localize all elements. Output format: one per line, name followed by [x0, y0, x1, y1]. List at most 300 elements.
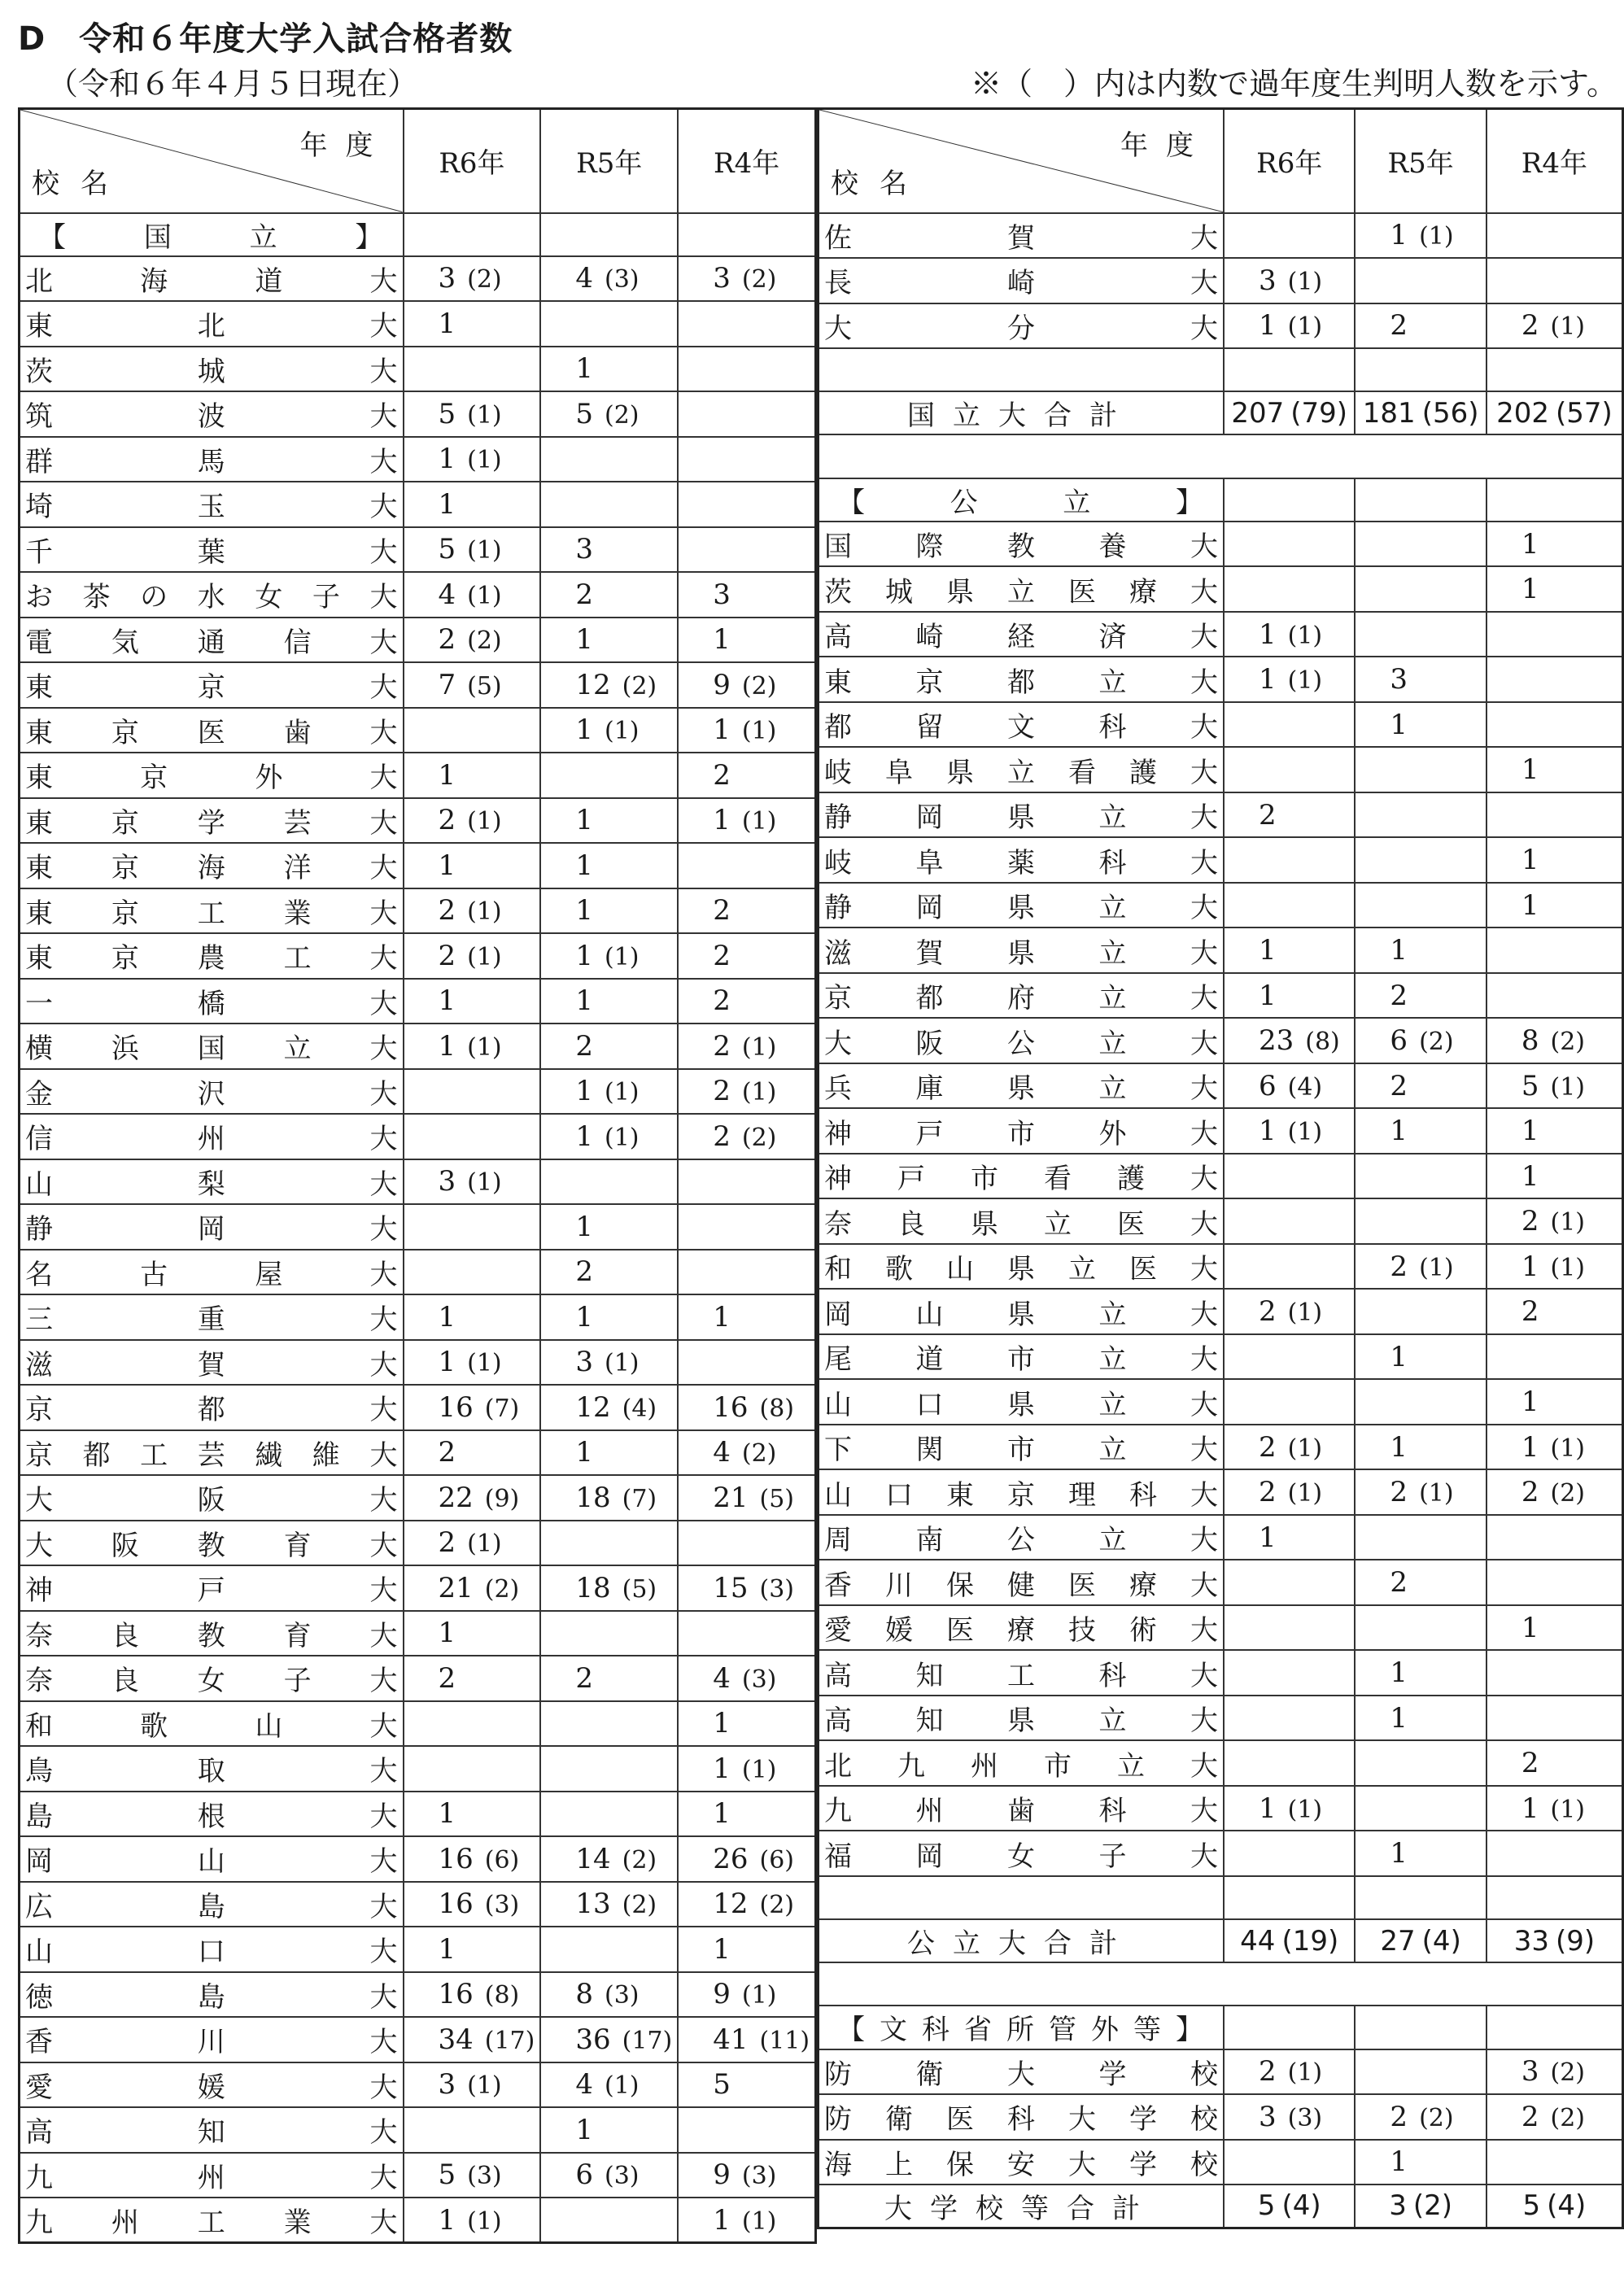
count-cell-r4 [1486, 1018, 1623, 1063]
table-row [20, 1656, 816, 1701]
count-value: 2 [1259, 1476, 1277, 1508]
count-value: 16 [438, 1978, 474, 2011]
count-cell-r6 [404, 301, 541, 347]
school-name-text: 静 岡 県 立 大 [824, 892, 1218, 924]
school-name-cell [20, 1159, 404, 1205]
count-cell-r4 [678, 572, 815, 618]
school-name-text: 茨 城 県 立 医 療 大 [824, 575, 1218, 609]
school-name-text: 大 阪 教 育 大 [25, 1529, 398, 1562]
count-value: 1 [438, 2203, 456, 2237]
count-cell-r4 [678, 1746, 815, 1792]
column-header-r4: R4年 [1486, 109, 1623, 213]
corner-header [819, 109, 1225, 213]
count-value: 1 [1259, 1792, 1277, 1825]
school-name-cell [819, 1650, 1225, 1696]
repeat-count-value: (8) [484, 1981, 520, 2010]
school-name-text: 名 古 屋 大 [25, 1258, 398, 1291]
count-value: 12 [575, 1390, 611, 1424]
count-value: 1 [1521, 844, 1539, 876]
school-name-cell [20, 979, 404, 1024]
total-cell-r6 [1224, 2185, 1355, 2228]
count-value: 1 [1390, 1656, 1408, 1689]
count-cell-r6 [404, 1475, 541, 1521]
repeat-count-value: (6) [484, 1845, 520, 1875]
school-name-text: 東 京 医 歯 大 [25, 716, 398, 749]
count-cell-r4 [1486, 702, 1623, 748]
count-value: 1 [1259, 663, 1277, 696]
count-value: 2 [438, 804, 456, 837]
school-name-text: 東 京 大 [25, 671, 398, 705]
school-name-text: 福 岡 女 子 大 [824, 1840, 1218, 1873]
table-row [819, 1018, 1623, 1063]
count-cell-r5 [1355, 1650, 1486, 1696]
school-name-cell [20, 2017, 404, 2062]
school-name-cell [20, 843, 404, 888]
school-name-cell [20, 1204, 404, 1250]
school-name-cell [819, 1244, 1225, 1290]
school-name-cell [819, 566, 1225, 612]
count-cell-r4 [678, 256, 815, 302]
count-cell-r6 [1224, 1425, 1355, 1470]
count-value: 3 [1390, 663, 1408, 696]
school-name-text: 京 都 工 芸 繊 維 大 [25, 1438, 398, 1472]
count-cell-r5 [540, 347, 678, 392]
table-row [20, 301, 816, 347]
school-name-cell [20, 933, 404, 979]
count-value: 1 [438, 1932, 456, 1966]
count-cell-r5 [540, 527, 678, 573]
school-name-cell [819, 2140, 1225, 2185]
repeat-count-value: (1) [1287, 2058, 1323, 2088]
table-row [20, 1159, 816, 1205]
school-name-cell [819, 1786, 1225, 1831]
table-row [20, 1882, 816, 1927]
count-cell-r5 [1355, 612, 1486, 657]
other-section-row [819, 2006, 1623, 2049]
school-name-cell [20, 1836, 404, 1882]
table-row [819, 1605, 1623, 1651]
school-name-text: 岡 山 大 [25, 1845, 398, 1879]
table-row [20, 1250, 816, 1295]
count-cell-r6 [404, 1836, 541, 1882]
count-cell-r4 [1486, 1650, 1623, 1696]
count-cell-r4 [678, 1882, 815, 1927]
count-cell-r4 [678, 437, 815, 482]
empty-cell [540, 213, 678, 256]
count-cell-r6 [404, 708, 541, 753]
count-value: 1 [438, 1346, 456, 1379]
table-row [20, 798, 816, 844]
school-name-cell [20, 1294, 404, 1340]
count-value: 3 [575, 533, 593, 566]
total-cell-r4 [1486, 1919, 1623, 1962]
count-cell-r5 [1355, 747, 1486, 792]
table-row [819, 1560, 1623, 1605]
empty-cell [1355, 478, 1486, 522]
count-cell-r4 [1486, 1740, 1623, 1786]
count-value: 2 [1259, 2055, 1277, 2089]
section-label [20, 213, 404, 256]
count-cell-r4 [678, 2198, 815, 2243]
repeat-count-value: (1) [1550, 1072, 1585, 1102]
count-value: 1 [575, 1210, 593, 1243]
repeat-count-value: (1) [605, 1078, 640, 1107]
count-value: 1 [1521, 1250, 1539, 1283]
count-cell-r6 [1224, 657, 1355, 702]
count-value: 2 [1390, 1566, 1408, 1599]
school-name-text: 静 岡 県 立 大 [824, 801, 1218, 834]
university-table-right [817, 107, 1624, 2229]
school-name-text: 東 京 工 業 大 [25, 897, 398, 930]
total-repeat-value: (57) [1555, 396, 1613, 430]
table-row [20, 1521, 816, 1566]
count-cell-r6 [1224, 927, 1355, 973]
count-cell-r5 [540, 1294, 678, 1340]
count-value: 5 [1521, 1069, 1539, 1102]
school-name-cell [20, 1250, 404, 1295]
repeat-count-value: (2) [467, 626, 502, 656]
count-value: 16 [438, 1888, 474, 1921]
table-row [20, 1746, 816, 1792]
repeat-count-value: (1) [1550, 1795, 1585, 1824]
count-cell-r4 [678, 347, 815, 392]
table-row [20, 527, 816, 573]
count-value: 4 [575, 2068, 593, 2102]
school-name-cell [819, 1018, 1225, 1063]
repeat-count-value: (1) [467, 2206, 502, 2236]
count-cell-r5 [1355, 657, 1486, 702]
repeat-count-value: (1) [467, 581, 502, 610]
count-cell-r5 [1355, 1831, 1486, 1876]
school-name-cell [819, 213, 1225, 259]
school-name-text: 京 都 大 [25, 1394, 398, 1427]
count-cell-r6 [404, 1069, 541, 1115]
school-name-cell [20, 2153, 404, 2198]
school-name-text: 一 橋 大 [25, 987, 398, 1020]
count-value: 1 [1259, 1521, 1277, 1554]
school-name-cell [819, 1425, 1225, 1470]
school-name-cell [20, 708, 404, 753]
total-value: 207 [1231, 396, 1285, 430]
count-value: 1 [713, 1932, 731, 1966]
count-value: 1 [1521, 573, 1539, 605]
count-cell-r6 [1224, 1379, 1355, 1425]
count-cell-r5 [1355, 1018, 1486, 1063]
school-name-text: 山 口 大 [25, 1936, 398, 1969]
school-name-cell [819, 1469, 1225, 1515]
count-cell-r6 [404, 618, 541, 663]
count-cell-r6 [404, 1340, 541, 1386]
school-name-text: 神 戸 大 [25, 1574, 398, 1608]
count-value: 2 [713, 894, 731, 927]
count-cell-r6 [404, 1385, 541, 1430]
table-row [20, 1565, 816, 1611]
count-value: 1 [438, 1029, 456, 1063]
school-name-text: 千 葉 大 [25, 535, 398, 569]
total-cell-r4 [1486, 391, 1623, 434]
school-name-cell [20, 2062, 404, 2108]
total-cell-r4 [1486, 2185, 1623, 2228]
school-name-text: 筑 波 大 [25, 400, 398, 434]
repeat-count-value: (2) [605, 400, 640, 430]
section-label [819, 478, 1225, 522]
table-row [20, 708, 816, 753]
table-row [20, 347, 816, 392]
total-repeat-value: (2) [1412, 2189, 1453, 2223]
year-label: 年度 [299, 129, 391, 162]
count-value: 3 [713, 578, 731, 611]
table-row [20, 843, 816, 888]
repeat-count-value: (2) [741, 1439, 777, 1469]
left-table-body [20, 213, 816, 2243]
empty-cell [1486, 348, 1623, 391]
school-name-cell [819, 1379, 1225, 1425]
school-name-text: 高 崎 経 済 大 [824, 621, 1218, 653]
count-cell-r5 [540, 1927, 678, 1972]
count-cell-r4 [678, 2017, 815, 2062]
count-cell-r5 [540, 1882, 678, 1927]
school-name-text: 愛 媛 大 [25, 2071, 398, 2104]
column-header-r6: R6年 [404, 109, 541, 213]
count-value: 1 [575, 1436, 593, 1469]
total-label: 公立大合計 [819, 1919, 1225, 1962]
table-row [819, 1063, 1623, 1109]
school-name-text: 佐 賀 大 [824, 221, 1218, 255]
total-repeat-value: (79) [1290, 396, 1348, 430]
empty-cell [404, 213, 541, 256]
count-cell-r4 [678, 933, 815, 979]
school-name-text: 防 衛 大 学 校 [824, 2058, 1218, 2091]
repeat-count-value: (7) [622, 1484, 657, 1513]
table-row [20, 753, 816, 798]
repeat-count-value: (1) [1287, 666, 1323, 695]
count-value: 4 [438, 578, 456, 611]
table-row [20, 2153, 816, 2198]
count-value: 2 [438, 623, 456, 657]
count-value: 1 [575, 352, 593, 386]
count-cell-r6 [1224, 612, 1355, 657]
table-row [20, 662, 816, 708]
count-cell-r5 [540, 753, 678, 798]
table-row [20, 933, 816, 979]
count-cell-r6 [404, 888, 541, 934]
empty-cell [819, 1876, 1225, 1919]
empty-cell [1224, 478, 1355, 522]
right-table-body [819, 213, 1623, 2228]
count-cell-r5 [1355, 927, 1486, 973]
school-name-text: 大 阪 大 [25, 1484, 398, 1517]
year-label: 年度 [1120, 129, 1211, 162]
school-name-text: 東 京 農 工 大 [25, 942, 398, 976]
count-cell-r5 [1355, 1469, 1486, 1515]
count-cell-r5 [1355, 1154, 1486, 1199]
count-value: 21 [438, 1571, 474, 1604]
count-cell-r5 [1355, 1696, 1486, 1741]
count-cell-r6 [1224, 883, 1355, 928]
table-row [819, 1425, 1623, 1470]
table-row [819, 213, 1623, 259]
school-name-text: 神 戸 市 外 大 [824, 1117, 1218, 1150]
count-value: 12 [575, 668, 611, 701]
school-name-text: 防 衛 医 科 大 学 校 [824, 2103, 1218, 2137]
total-repeat-value: (56) [1421, 396, 1479, 430]
table-row [20, 2017, 816, 2062]
school-name-text: 兵 庫 県 立 大 [824, 1072, 1218, 1105]
count-value: 23 [1259, 1024, 1294, 1057]
count-value: 8 [575, 1978, 593, 2011]
count-cell-r6 [1224, 1650, 1355, 1696]
count-value: 15 [713, 1571, 749, 1604]
count-cell-r6 [1224, 2140, 1355, 2185]
school-name-cell [20, 1521, 404, 1566]
count-cell-r6 [1224, 1469, 1355, 1515]
school-name-cell [819, 1740, 1225, 1786]
count-cell-r5 [1355, 792, 1486, 838]
count-cell-r4 [1486, 1379, 1623, 1425]
repeat-count-value: (1) [1419, 1479, 1454, 1508]
count-cell-r5 [540, 1565, 678, 1611]
school-name-cell [20, 301, 404, 347]
column-header-r6: R6年 [1224, 109, 1355, 213]
count-cell-r5 [540, 1656, 678, 1701]
count-value: 2 [1390, 979, 1408, 1012]
repeat-count-value: (1) [741, 807, 777, 836]
count-cell-r6 [404, 2107, 541, 2153]
table-row [819, 303, 1623, 349]
count-cell-r4 [1486, 1244, 1623, 1290]
table-row [819, 927, 1623, 973]
empty-cell [1224, 348, 1355, 391]
count-cell-r5 [540, 662, 678, 708]
count-value: 1 [1390, 708, 1408, 741]
count-value: 1 [575, 1120, 593, 1153]
count-cell-r6 [404, 1746, 541, 1792]
repeat-count-value: (1) [467, 1349, 502, 1378]
spacer-row [819, 1962, 1623, 2006]
count-value: 1 [1521, 1430, 1539, 1464]
school-name-text: 岐 阜 薬 科 大 [824, 846, 1218, 879]
table-row [20, 437, 816, 482]
count-cell-r6 [404, 1294, 541, 1340]
count-cell-r5 [1355, 1560, 1486, 1605]
table-row [819, 522, 1623, 567]
school-name-text: 奈 良 県 立 医 大 [824, 1207, 1218, 1241]
empty-cell [1355, 2006, 1486, 2049]
repeat-count-value: (3) [741, 2162, 777, 2191]
count-cell-r4 [678, 1475, 815, 1521]
count-cell-r5 [1355, 2094, 1486, 2140]
school-name-text: 高 知 大 [25, 2116, 398, 2150]
count-value: 1 [1390, 219, 1408, 252]
count-value: 1 [713, 1797, 731, 1831]
count-value: 3 [1259, 2100, 1277, 2133]
count-value: 1 [713, 714, 731, 747]
empty-cell [678, 213, 815, 256]
document-title: D 令和６年度大学入試合格者数 [18, 20, 513, 58]
count-cell-r4 [1486, 566, 1623, 612]
repeat-count-value: (2) [1550, 2103, 1585, 2132]
total-repeat-value: (4) [1281, 2189, 1321, 2223]
count-cell-r6 [1224, 973, 1355, 1019]
count-cell-r6 [404, 1792, 541, 1837]
school-name-text: 大 阪 公 立 大 [824, 1027, 1218, 1060]
count-value: 1 [1390, 934, 1408, 967]
spacer-row [819, 434, 1623, 478]
count-cell-r4 [1486, 2094, 1623, 2140]
count-cell-r5 [540, 2062, 678, 2108]
repeat-count-value: (1) [605, 1123, 640, 1152]
count-cell-r4 [678, 2107, 815, 2153]
repeat-count-value: (2) [622, 671, 657, 701]
count-cell-r6 [404, 1972, 541, 2018]
count-cell-r4 [678, 843, 815, 888]
total-cell-r5 [1355, 391, 1486, 434]
count-value: 1 [438, 758, 456, 792]
count-value: 2 [1390, 309, 1408, 343]
count-value: 6 [575, 2158, 593, 2192]
count-value: 2 [438, 1661, 456, 1695]
school-name-text: 岡 山 県 立 大 [824, 1298, 1218, 1331]
count-value: 36 [575, 2023, 611, 2056]
repeat-count-value: (1) [741, 2206, 777, 2236]
count-value: 18 [575, 1481, 611, 1514]
table-row [819, 2140, 1623, 2185]
total-repeat-value: (19) [1281, 1924, 1339, 1958]
table-row [819, 1696, 1623, 1741]
count-value: 9 [713, 668, 731, 701]
count-value: 1 [438, 849, 456, 882]
school-name-cell [819, 612, 1225, 657]
school-name-text: 大 分 大 [824, 312, 1218, 345]
count-cell-r5 [540, 1521, 678, 1566]
national-total-row [819, 391, 1623, 434]
repeat-count-value: (2) [622, 1891, 657, 1920]
count-value: 1 [1259, 979, 1277, 1012]
repeat-count-value: (2) [1550, 2058, 1585, 2088]
count-value: 14 [575, 1842, 611, 1875]
count-value: 7 [438, 668, 456, 701]
school-name-cell [819, 1154, 1225, 1199]
count-cell-r5 [1355, 1063, 1486, 1109]
count-cell-r4 [678, 1340, 815, 1386]
table-row [20, 1294, 816, 1340]
count-cell-r6 [404, 1927, 541, 1972]
school-name-cell [20, 888, 404, 934]
repeat-count-value: (2) [1550, 1028, 1585, 1056]
count-cell-r5 [540, 1475, 678, 1521]
count-cell-r6 [1224, 1786, 1355, 1831]
school-name-cell [819, 522, 1225, 567]
count-cell-r6 [1224, 258, 1355, 303]
count-cell-r4 [1486, 1515, 1623, 1560]
count-value: 1 [1259, 1115, 1277, 1147]
count-value: 1 [575, 894, 593, 927]
empty-cell [1355, 1876, 1486, 1919]
school-name-text: 香 川 大 [25, 2026, 398, 2059]
empty-cell [1355, 348, 1486, 391]
repeat-count-value: (3) [759, 1574, 794, 1604]
count-cell-r5 [1355, 1379, 1486, 1425]
school-name-cell [20, 256, 404, 302]
parenthesis-note: ※（ ）内は内数で過年度生判明人数を示す。 [971, 66, 1617, 102]
repeat-count-value: (1) [467, 807, 502, 836]
count-cell-r5 [1355, 1289, 1486, 1334]
count-cell-r6 [404, 1430, 541, 1476]
school-name-text: 神 戸 市 看 護 大 [824, 1163, 1218, 1195]
count-value: 2 [713, 1029, 731, 1063]
count-value: 2 [1390, 1476, 1408, 1508]
count-value: 1 [1521, 1611, 1539, 1644]
